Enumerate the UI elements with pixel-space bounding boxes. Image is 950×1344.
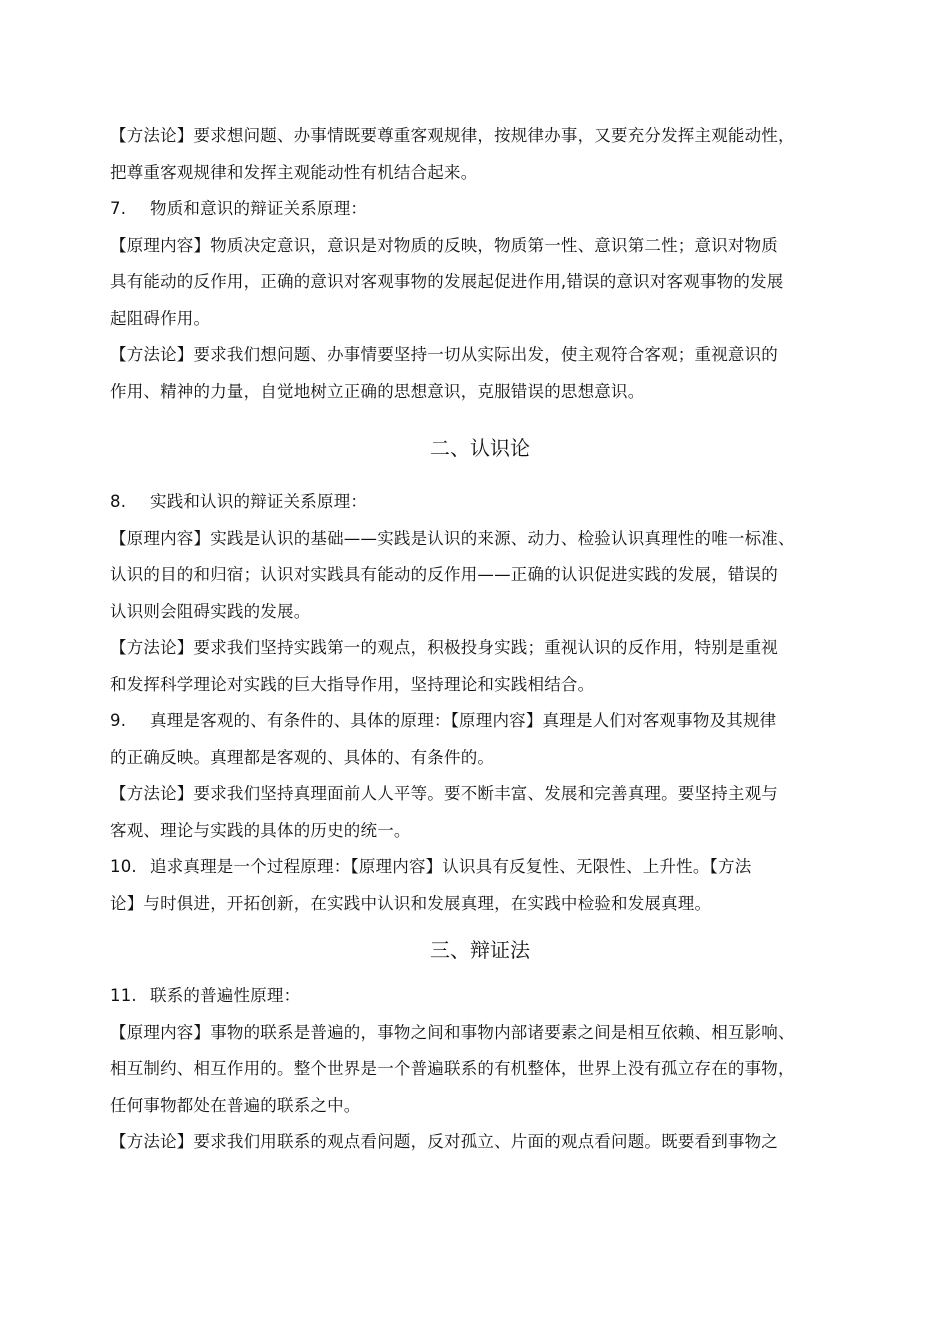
item-title: 实践和认识的辩证关系原理： (150, 492, 368, 511)
item-10-title (110, 849, 850, 886)
item-number: 9. (110, 711, 127, 730)
method-line: 【方法论】要求我们用联系的观点看问题，反对孤立、片面的观点看问题。既要看到事物之 (110, 1132, 778, 1151)
principle-line: 的正确反映。真理都是客观的、具体的、有条件的。 (110, 747, 495, 767)
section-heading-epistemology: 二、认识论 (430, 436, 530, 460)
item-9-title (110, 703, 850, 740)
method-line: 论】与时俱进，开拓创新，在实践中认识和发展真理，在实践中检验和发展真理。 (110, 893, 712, 913)
method-line: 【方法论】要求我们想问题、办事情要坚持一切从实际出发，使主观符合客观；重视意识的 (110, 345, 778, 364)
item-7-title (110, 191, 850, 228)
item-number: 7. (110, 199, 127, 218)
item-text: 真理是客观的、有条件的、具体的原理：【原理内容】真理是人们对客观事物及其规律 (150, 711, 777, 730)
principle-line: 认识则会阻碍实践的发展。 (110, 601, 311, 621)
method-line: 和发挥科学理论对实践的巨大指导作用，坚持理论和实践相结合。 (110, 674, 595, 694)
item-text: 追求真理是一个过程原理：【原理内容】认识具有反复性、无限性、上升性。【方法 (150, 857, 752, 876)
item-8-title (110, 484, 850, 521)
principle-line: 起阻碍作用。 (110, 308, 211, 328)
method-line: 把尊重客观规律和发挥主观能动性有机结合起来。 (110, 162, 478, 182)
principle-line: 【原理内容】实践是认识的基础——实践是认识的来源、动力、检验认识真理性的唯一标准、 (110, 528, 795, 548)
principle-line: 【原理内容】物质决定意识，意识是对物质的反映，物质第一性、意识第二性；意识对物质 (110, 235, 778, 255)
principle-line: 认识的目的和归宿；认识对实践具有能动的反作用——正确的认识促进实践的发展，错误的 (110, 565, 778, 584)
item-number: 10. (110, 857, 137, 876)
principle-line: 【原理内容】事物的联系是普遍的，事物之间和事物内部诸要素之间是相互依赖、相互影响、 (110, 1022, 795, 1042)
document-page (110, 118, 850, 1161)
method-line: 客观、理论与实践的具体的历史的统一。 (110, 820, 411, 840)
item-title: 联系的普遍性原理： (150, 986, 301, 1005)
item-11-title (110, 978, 850, 1015)
method-line: 【方法论】要求我们坚持实践第一的观点，积极投身实践；重视认识的反作用，特别是重视 (110, 638, 778, 657)
section-heading-dialectics: 三、辩证法 (430, 938, 530, 962)
method-line: 作用、精神的力量，自觉地树立正确的思想意识，克服错误的思想意识。 (110, 381, 645, 401)
method-line: 【方法论】要求想问题、办事情既要尊重客观规律，按规律办事，又要充分发挥主观能动性， (110, 126, 795, 145)
item-title: 物质和意识的辩证关系原理： (150, 199, 368, 218)
principle-line: 任何事物都处在普遍的联系之中。 (110, 1095, 361, 1115)
method-line: 【方法论】要求我们坚持真理面前人人平等。要不断丰富、发展和完善真理。要坚持主观与 (110, 784, 778, 803)
principle-line: 具有能动的反作用，正确的意识对客观事物的发展起促进作用,错误的意识对客观事物的发展 (110, 272, 784, 291)
item-number: 8. (110, 492, 127, 511)
item-number: 11. (110, 986, 137, 1005)
principle-line: 相互制约、相互作用的。整个世界是一个普遍联系的有机整体，世界上没有孤立存在的事物， (110, 1059, 795, 1078)
